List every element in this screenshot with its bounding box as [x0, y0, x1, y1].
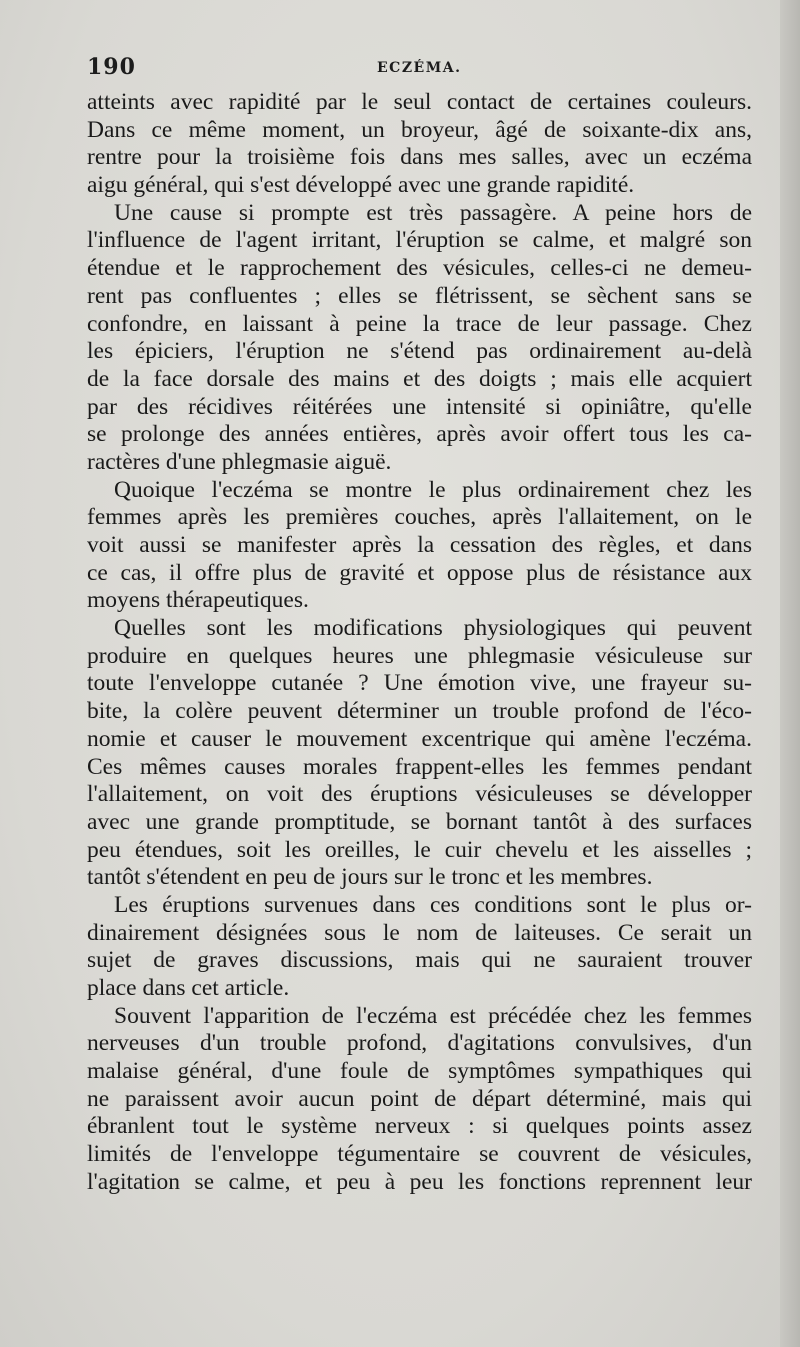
text-line: moyens thérapeutiques.	[87, 587, 309, 614]
text-line: peu étendues, soit les oreilles, le cuir chevelu et les aisselles ;	[87, 836, 752, 863]
text-line: toute l'enveloppe cutanée ? Une émotion vive, une frayeur su-	[87, 670, 752, 697]
text-line: rent pas confluentes ; elles se flétrissent, se sèchent sans se	[87, 282, 752, 309]
text-line: ce cas, il offre plus de gravité et oppose plus de résistance aux	[87, 559, 752, 586]
text-line: étendue et le rapprochement des vésicules, celles-ci ne demeu-	[87, 255, 752, 282]
text-line: produire en quelques heures une phlegmasie vésiculeuse sur	[87, 642, 752, 669]
text-line: ractères d'une phlegmasie aiguë.	[87, 448, 392, 475]
text-line: limités de l'enveloppe tégumentaire se couvrent de vésicules,	[87, 1141, 752, 1168]
text-line: dinairement désignées sous le nom de laiteuses. Ce serait un	[87, 919, 752, 946]
text-line: avec une grande promptitude, se bornant tantôt à des surfaces	[87, 808, 752, 835]
text-line: tantôt s'étendent en peu de jours sur le tronc et les membres.	[87, 864, 653, 891]
text-line: bite, la colère peuvent déterminer un trouble profond de l'éco-	[87, 698, 752, 725]
page-edge	[780, 0, 800, 1347]
body-text	[87, 89, 752, 1197]
text-line: place dans cet article.	[87, 975, 290, 1001]
text-line: l'agitation se calme, et peu à peu les fonctions reprennent leur	[87, 1168, 752, 1195]
text-line: se prolonge des années entières, après avoir offert tous les ca-	[87, 421, 752, 448]
text-line: femmes après les premières couches, après l'allaitement, on le	[87, 504, 752, 531]
text-line: Quelles sont les modifications physiologiques qui peuvent	[114, 615, 752, 642]
text-line: Ces mêmes causes morales frappent-elles les femmes pendant	[87, 753, 752, 780]
running-title: ECZÉMA.	[377, 60, 462, 76]
text-line: Une cause si prompte est très passagère. A peine hors de	[114, 199, 752, 226]
text-line: atteints avec rapidité par le seul contact de certaines couleurs.	[87, 89, 752, 115]
text-line: l'allaitement, on voit des éruptions vésiculeuses se développer	[87, 781, 752, 808]
text-line: Souvent l'apparition de l'eczéma est précédée chez les femmes	[114, 1002, 752, 1029]
text-line: ébranlent tout le système nerveux : si quelques points assez	[87, 1113, 752, 1140]
text-line: sujet de graves discussions, mais qui ne sauraient trouver	[87, 947, 752, 974]
text-line: Quoique l'eczéma se montre le plus ordinairement chez les	[114, 476, 752, 503]
text-line: nerveuses d'un trouble profond, d'agitations convulsives, d'un	[87, 1030, 752, 1057]
text-line: malaise général, d'une foule de symptômes sympathiques qui	[87, 1058, 752, 1085]
text-line: voit aussi se manifester après la cessation des règles, et dans	[87, 532, 752, 558]
page-header	[87, 54, 752, 88]
text-line: l'influence de l'agent irritant, l'éruption se calme, et malgré son	[87, 227, 752, 254]
text-line: les épiciers, l'éruption ne s'étend pas ordinairement au-delà	[87, 338, 752, 365]
text-line: nomie et causer le mouvement excentrique qui amène l'eczéma.	[87, 725, 752, 752]
text-line: ne paraissent avoir aucun point de départ déterminé, mais qui	[87, 1085, 752, 1112]
text-line: Dans ce même moment, un broyeur, âgé de soixante-dix ans,	[87, 116, 752, 143]
text-line: confondre, en laissant à peine la trace de leur passage. Chez	[87, 310, 752, 337]
text-line: par des récidives réitérées une intensité si opiniâtre, qu'elle	[87, 393, 752, 420]
text-line: Les éruptions survenues dans ces conditions sont le plus or-	[114, 891, 752, 918]
text-line: aigu général, qui s'est développé avec une grande rapidité.	[87, 172, 635, 199]
page-number: 190	[87, 54, 136, 80]
text-line: rentre pour la troisième fois dans mes salles, avec un eczéma	[87, 144, 752, 171]
text-line: de la face dorsale des mains et des doigts ; mais elle acquiert	[87, 365, 752, 392]
